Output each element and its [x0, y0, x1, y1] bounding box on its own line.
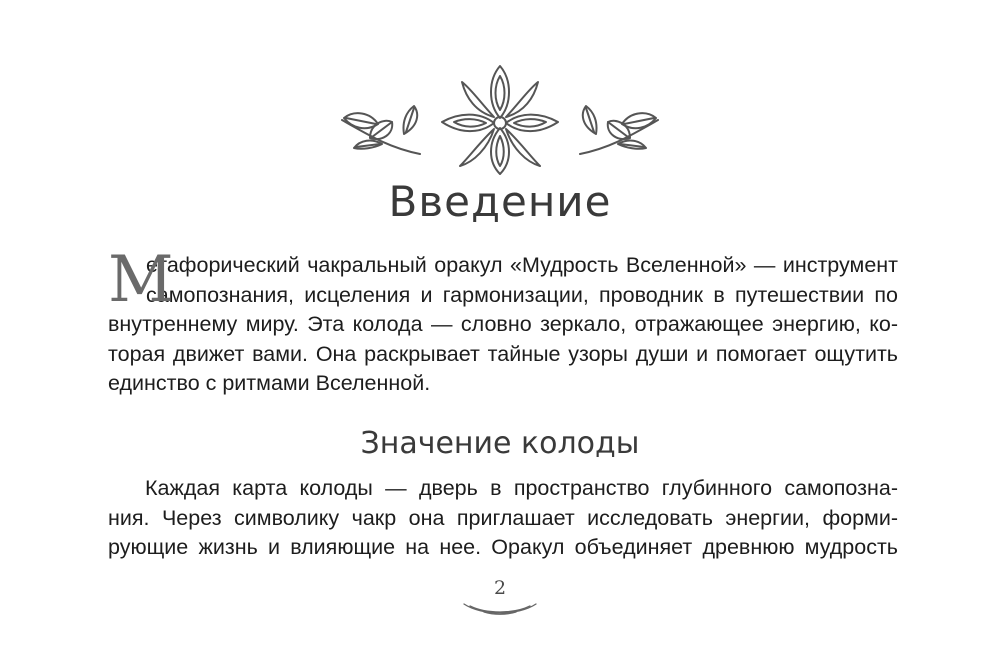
paragraph-line: Каждая карта колоды — дверь в пространство глубинного самопозна-	[145, 476, 898, 500]
page-title: Введение	[388, 177, 612, 226]
intro-paragraph	[108, 243, 898, 399]
body-paragraph	[108, 474, 898, 563]
paragraph-line: етафорический чакральный оракул «Мудрость Вселенной» — инструмент	[146, 253, 898, 277]
paragraph-line: ния. Через символику чакр она приглашает исследовать энергии, форми-	[108, 505, 898, 530]
lotus-flower-with-leaf-sprigs-icon	[330, 62, 670, 182]
paragraph-line: внутреннему миру. Эта колода — словно зеркало, отражающее энергию, ко-	[108, 312, 898, 336]
drop-cap: М	[108, 243, 174, 317]
page-number: 2	[493, 577, 507, 599]
feather-swoosh-icon	[462, 600, 538, 620]
paragraph-line: самопознания, исцеления и гармонизации, проводник в путешествии по	[146, 282, 898, 307]
paragraph-line: торая движет вами. Она раскрывает тайные узоры души и помогает ощутить	[108, 341, 898, 366]
paragraph-line: рующие жизнь и влияющие на нее. Оракул объединяет древнюю мудрость	[108, 535, 898, 559]
paragraph-line: единство с ритмами Вселенной.	[108, 371, 431, 395]
section-heading: Значение колоды	[360, 426, 640, 461]
